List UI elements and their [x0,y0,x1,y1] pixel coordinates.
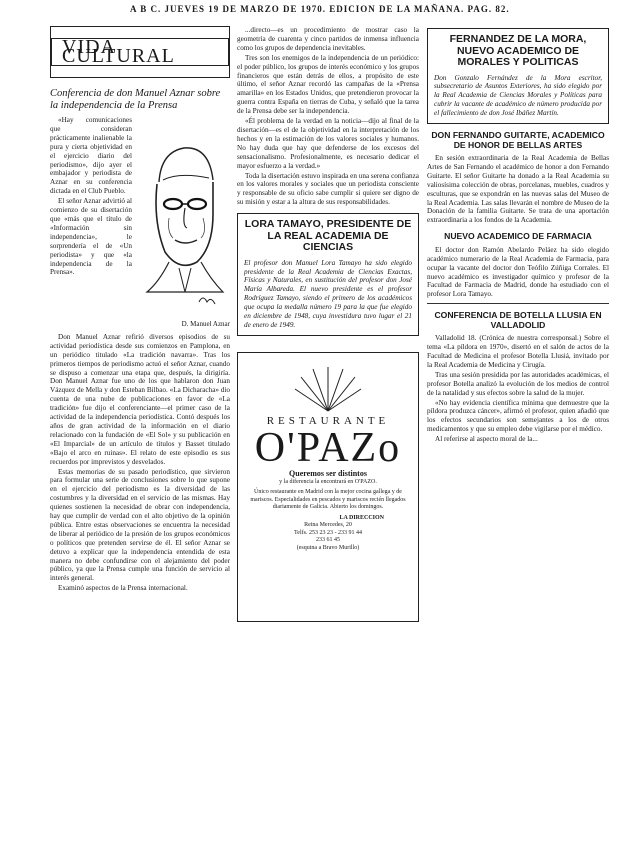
article-headline: Conferencia de don Manuel Aznar sobre la independencia de la Prensa [50,88,221,111]
column-middle [237,26,419,844]
portrait-drawing [138,122,230,318]
paragraph: El señor Aznar advirtió al comienzo de su disertación que «más que el título de «Información sin independencia», le sorprendería el de «Un periodista» y que «la independencia de la Prensa». [50,197,132,277]
paragraph: Tres son los enemigos de la independencia de un periódico: el poder público, los grupos de interés económico y los grupos financieros que están detrás de ellos, a propósito de este último, el señor Aznar recordó las campañas de la «Prensa amarilla» en los Estados Unidos, que pretendieron provocar la guerra contra España en tierras de Cuba, y señaló que la tarea de la Prensa debe ser la independencia. [237,53,419,116]
column-right [427,26,609,844]
paragraph: Toda la disertación estuvo inspirada en una serena confianza en los valores morales y sociales que un periodista consciente y responsable de su oficio sabe cumplir si quiere ser digno de su misión y estar a la altura de sus responsabilidades. [237,171,419,207]
ad-restaurant-name: O'PAZo [254,424,402,471]
news-box-fernandez-mora [427,28,609,124]
paragraph: Estas memorias de su pasado periodístico, que sirvieron para formular una serie de conclusiones sobre lo que supone en el ejercicio del periodismo es la diversidad de las costumbres y la diversidad en el servicio de las mismas. Hay quienes sostienen la necesidad de obrar con independencia, hay que cumplir de verdad con el alto objetivo de la opinión pública. Entre estas observaciones se encuentra la necesidad de liberar al periódico de la presión de los grupos económicos o políticos que pretenden servirse de él. El señor Aznar se detuvo a explicar que la independencia entendida de esta manera no debe confundirse con el alejamiento del poder público, ya que la Prensa cumple una función de servicio al interés general. [50,467,230,583]
box-text: El profesor don Manuel Lora Tamayo ha sido elegido presidente de la Real Academia de Ciencias Exactas, Físicas y Naturales, en sustitución del profesor don José María Albareda. El nuevo presidente es el profesor Rodríguez Tamayo, siendo el primero de los académicos que ocupa la medalla número 19 para la que fue elegido en diciembre de 1948, cuya investidura tuvo lugar el 21 de enero de 1949. [244,258,412,329]
ad-footer: (esquina a Bravo Murillo) [296,544,360,551]
paragraph: ...directo—es un procedimiento de mostrar caso la geometría de cuarenta y cinco partidos de inmensa influencia como los grupos de dependencia inevitables. [237,26,419,52]
ad-details: Único restaurante en Madrid con la mejor cocina gallega y de mariscos. Especialidades en pescados y mariscos recién llegados diariamente de Galicia. Abierto los domingos. [250,489,406,511]
ad-subline: y la diferencia la encontrará en O'PAZO. [279,478,377,485]
section-banner [50,26,230,78]
paragraph: Al referirse al aspecto moral de la... [435,435,538,444]
paragraph: «Hay comunicaciones que consideran prácticamente inalienable la pura y cierta objetividad en el ejercicio diario del periodismo», dijo ayer el embajador y periodista de Aznar en su conferencia dictada en el Club Pueblo. [50,116,132,196]
headline-guitarte: DON FERNANDO GUITARTE, ACADEMICO DE HONOR DE BELLAS ARTES [431,130,605,150]
paragraph: Examinó aspectos de la Prensa internacional. [58,584,188,593]
ad-phones-2: 233 61 45 [316,537,340,544]
paragraph: Valladolid 18. (Crónica de nuestra corresponsal.) Sobre el tema «La píldora en 1970», disertó en el salón de actos de la Facultad de Medicina el profesor Botella Llusiá, invitado por la Real Academia de Medicina y Cirugía. [427,334,609,369]
ad-address: Reina Mercedes, 20 [304,522,352,529]
box-headline: LORA TAMAYO, PRESIDENTE DE LA REAL ACADEMIA DE CIENCIAS [244,218,412,254]
ad-slogan: Queremos ser distintos [289,468,367,478]
headline-botella: CONFERENCIA DE BOTELLA LLUSIA EN VALLADOLID [434,310,602,330]
paragraph: Don Manuel Aznar refirió diversos episodios de su actividad periodística desde sus comienzos en Pamplona, en un periódico titulado «La tradición navarra». Tras los primeros tiempos de periodismo actuó el señor Aznar, cuando se dispuso a comenzar una etapa que, después, la dirigiría. Don Manuel Aznar fue uno de los que hablaron don Juan Vázquez de Mella y don Esteban Bilbao. «La Dicharacha» dio cuenta de una nube de publicaciones en favor de «La tradición» fue dijo el conferenciante—el primer caso de la actividad de la independencia periodística. Contó después los años de gran actividad de la información en el diario relacionado con la fundación de «El Sol» y su publicación en «El Imparcial» de un artículo de títulos y Basset titulado «Bajo el arco en ruinas». El relato de este episodio es sus recuerdos por imprevistos y desvelados. [50,332,230,466]
headline-farmacia: NUEVO ACADEMICO DE FARMACIA [444,231,592,242]
intro-text [50,116,132,318]
box-text: Don Gonzalo Fernández de la Mora escritor, subsecretario de Asuntos Exteriores, ha sido elegido por la Real Academia de Ciencias Morales y Políticas para cubrir la vacante de académico de número producida por el fallecimiento de don José Ibáñez Martín. [434,73,602,118]
box-headline: FERNANDEZ DE LA MORA, NUEVO ACADEMICO DE MORALES Y POLITICAS [449,33,587,68]
ad-phones: Telfs. 253 23 23 - 233 91 44 [294,529,362,536]
ad-direction: LA DIRECCION [339,514,384,521]
portrait-caption: D. Manuel Aznar [181,320,230,328]
section-title: VIDA CULTURAL [51,38,229,66]
page-header: A B C. JUEVES 19 DE MARZO DE 1970. EDICION DE LA MAÑANA. PAG. 82. [130,4,510,14]
paragraph: El doctor don Ramón Abelardo Peláez ha sido elegido académico numerario de la Real Academia de Farmacia, para ocupar la vacante del doctor don Teófilo Zúñiga Corrales. El nuevo académico es investigador químico y profesor de la Facultad de Farmacia de Madrid, donde ha estudiado con el profesor Lora Tamayo. [427,245,609,299]
paragraph: «Él problema de la verdad en la noticia—dijo al final de la disertación—es el de la objetividad en la interpretación de los hechos y en la estimación de los valores sociales y humanos. No hay duda que hay que defenderse de los excesos del sensacionalismo. Profesionalmente, es necesario dedicar el mayor esfuerzo a la verdad.» [237,117,419,170]
paragraph: En sesión extraordinaria de la Real Academia de Bellas Artes de San Fernando el académico de honor a don Fernando Guitarte. El señor Guitarte ha donado a la Real Academia su valiosísima colección de obras, porcelanas, muebles, cuadros y esculturas, que se expondrán en las nuevas salas del Museo de la Real Academia. Las salas llevarán el nombre de Museo de la Donación de la familia Guitarte. Se trata de una aportación extraordinaria a los fondos de la Academia. [427,154,609,225]
column-left [50,26,230,844]
divider [427,303,609,304]
restaurant-advertisement [237,352,419,622]
news-box-lora-tamayo [237,213,419,336]
ad-restaurant-label: RESTAURANTE [266,414,390,427]
paragraph: Tras una sesión presidida por las autoridades académicas, el profesor Botella analizó la evolución de los medios de control de la natalidad y sus efectos sobre la salud de la mujer. [427,370,609,397]
article-intro [50,116,230,318]
paragraph: «No hay evidencia científica mínima que demuestre que la píldora produzca cáncer», afirmó el profesor, quien añadió que los efectos secundarios son semejantes a los de otros medicamentos y que su empleo debe vigilarse por el médico. [427,398,609,434]
fan-logo-icon [293,363,363,413]
